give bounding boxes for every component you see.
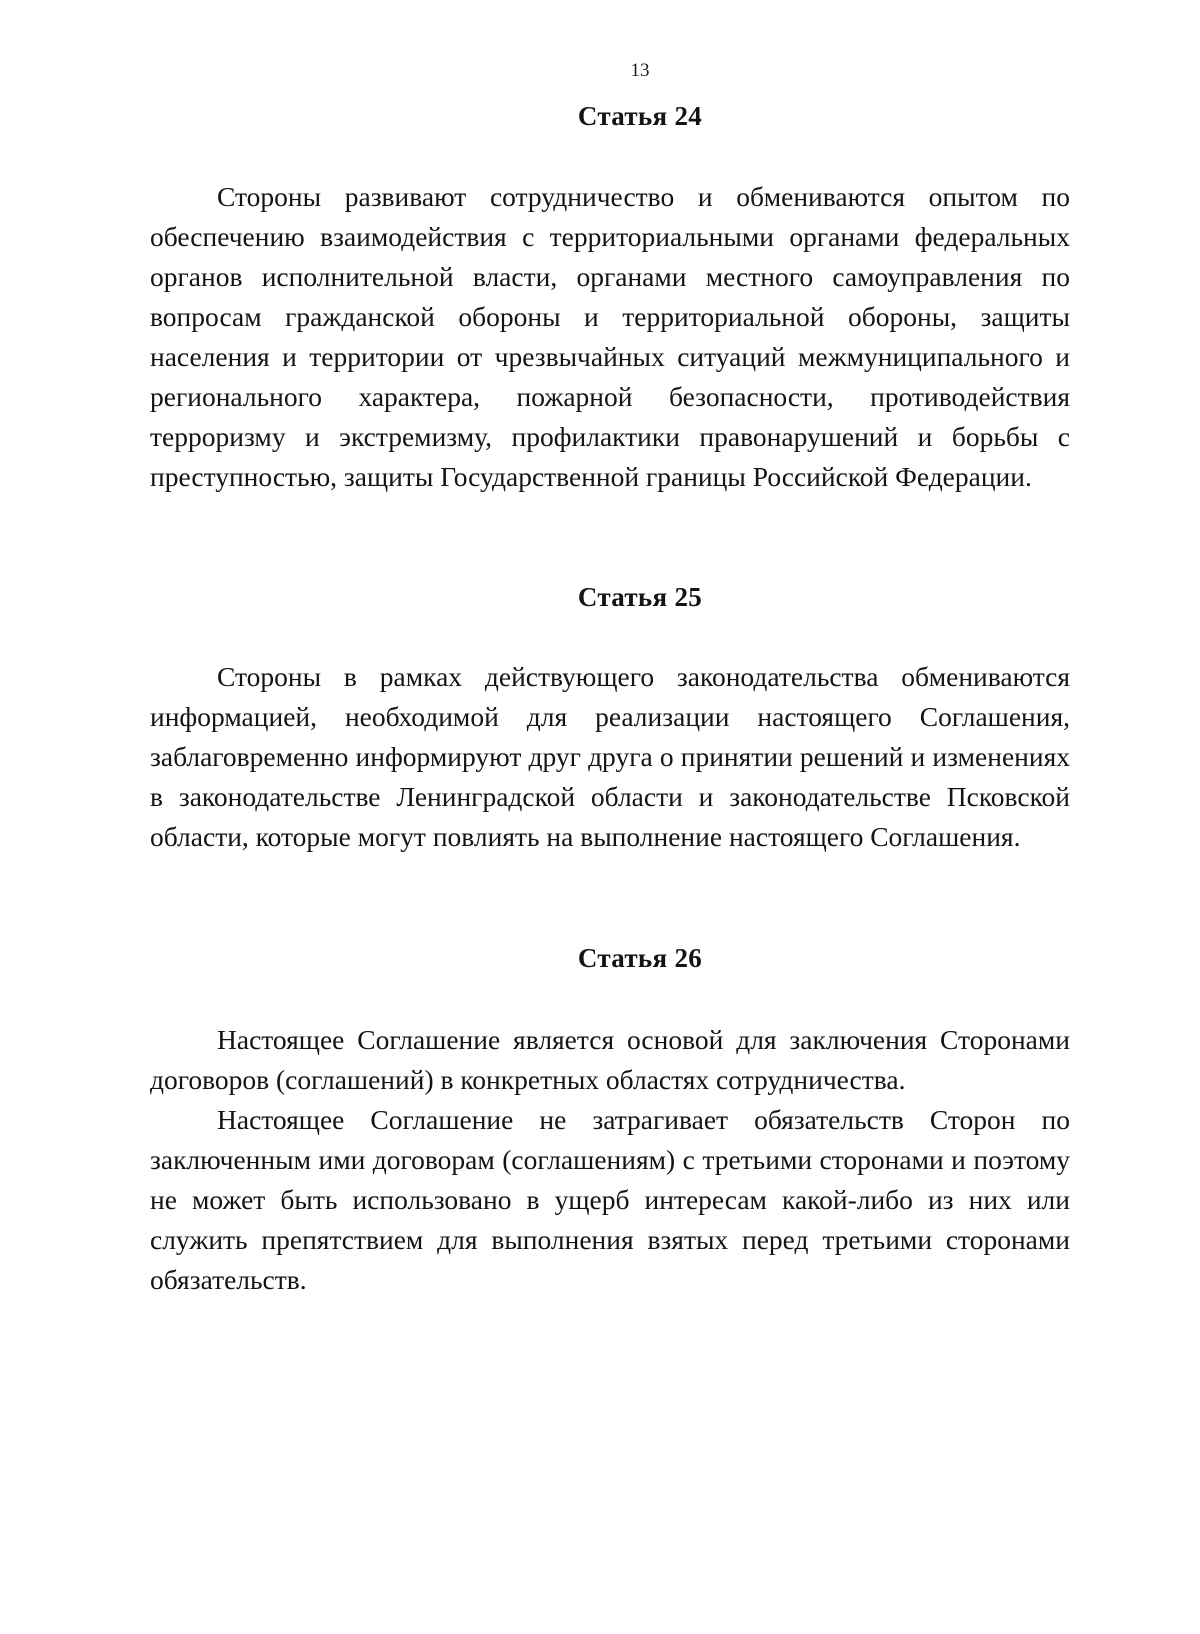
article-25-body: [150, 657, 1070, 857]
article-26-paragraph-1: Настоящее Соглашение является основой для заключения Сторонами договоров (соглашений) в конкретных областях сотрудничества.: [150, 1024, 1070, 1095]
article-26-heading: Статья 26: [577, 943, 703, 973]
article-24-body: [150, 177, 1070, 497]
article-26-paragraph-2: Настоящее Соглашение не затрагивает обязательств Сторон по заключенным ими договорам (соглашениям) с третьими сторонами и поэтому не может быть использовано в ущерб интересам какой-либо из них или служить препятствием для выполнения взятых перед третьими сторонами обязательств.: [150, 1104, 1070, 1295]
article-24-heading: Статья 24: [577, 101, 703, 131]
article-25-paragraph-1: Стороны в рамках действующего законодательства обмениваются информацией, необходимой для реализации настоящего Соглашения, заблаговременно информируют друг друга о принятии решений и изменениях в законодательстве Ленинградской области и законодательстве Псковской области, которые могут повлиять на выполнение настоящего Соглашения.: [150, 661, 1070, 852]
article-24-paragraph-1: Стороны развивают сотрудничество и обмениваются опытом по обеспечению взаимодействия с территориальными органами федеральных органов исполнительной власти, органами местного самоуправления по вопросам гражданской обороны и территориальной обороны, защиты населения и территории от чрезвычайных ситуаций межмуниципального и регионального характера, пожарной безопасности, противодействия терроризму и экстремизму, профилактики правонарушений и борьбы с преступностью, защиты Государственной границы Российской Федерации.: [150, 181, 1070, 492]
article-25-heading: Статья 25: [577, 582, 703, 612]
page-number: 13: [630, 60, 650, 81]
article-26-body: [150, 1020, 1070, 1300]
